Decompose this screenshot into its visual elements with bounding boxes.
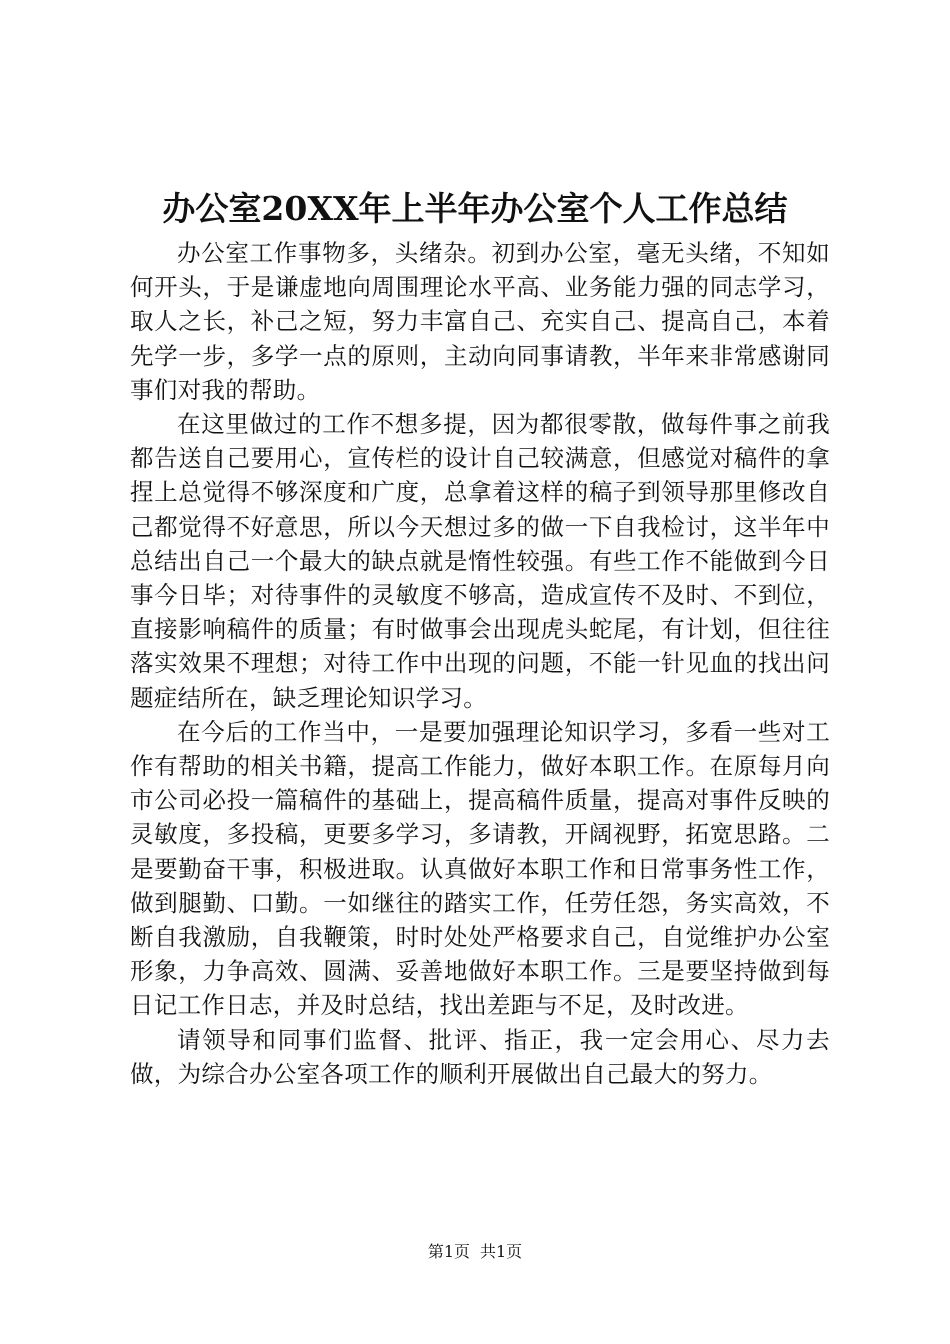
paragraph-2: 在这里做过的工作不想多提，因为都很零散，做每件事之前我都告送自己要用心，宣传栏的设计自己较满意，但感觉对稿件的拿捏上总觉得不够深度和广度，总拿着这样的稿子到领导那里修改自己都觉得不好意思，所以今天想过多的做一下自我检讨，这半年中总结出自己一个最大的缺点就是惰性较强。有些工作不能做到今日事今日毕；对待事件的灵敏度不够高，造成宣传不及时、不到位，直接影响稿件的质量；有时做事会出现虎头蛇尾，有计划，但往往落实效果不理想；对待工作中出现的问题，不能一针见血的找出问题症结所在，缺乏理论知识学习。 (130, 410, 830, 712)
page-number-total: 共1页 (480, 1242, 523, 1261)
document-title: 办公室20XX年上半年办公室个人工作总结 (162, 189, 788, 228)
page-footer (0, 1240, 950, 1264)
paragraph-4: 请领导和同事们监督、批评、指正，我一定会用心、尽力去做，为综合办公室各项工作的顺利开展做出自己最大的努力。 (130, 1025, 830, 1088)
page-number-current: 第1页 (427, 1242, 470, 1261)
document-body (130, 236, 830, 1091)
paragraph-3: 在今后的工作当中，一是要加强理论知识学习，多看一些对工作有帮助的相关书籍，提高工作能力，做好本职工作。在原每月向市公司必投一篇稿件的基础上，提高稿件质量，提高对事件反映的灵敏度，多投稿，更要多学习，多请教，开阔视野，拓宽思路。二是要勤奋干事，积极进取。认真做好本职工作和日常事务性工作，做到腿勤、口勤。一如继往的踏实工作，任劳任怨，务实高效，不断自我激励，自我鞭策，时时处处严格要求自己，自觉维护办公室形象，力争高效、圆满、妥善地做好本职工作。三是要坚持做到每日记工作日志，并及时总结，找出差距与不足，及时改进。 (130, 717, 830, 1020)
paragraph-1: 办公室工作事物多，头绪杂。初到办公室，毫无头绪，不知如何开头，于是谦虚地向周围理论水平高、业务能力强的同志学习，取人之长，补己之短，努力丰富自己、充实自己、提高自己，本着先学一步，多学一点的原则，主动向同事请教，半年来非常感谢同事们对我的帮助。 (130, 239, 830, 404)
